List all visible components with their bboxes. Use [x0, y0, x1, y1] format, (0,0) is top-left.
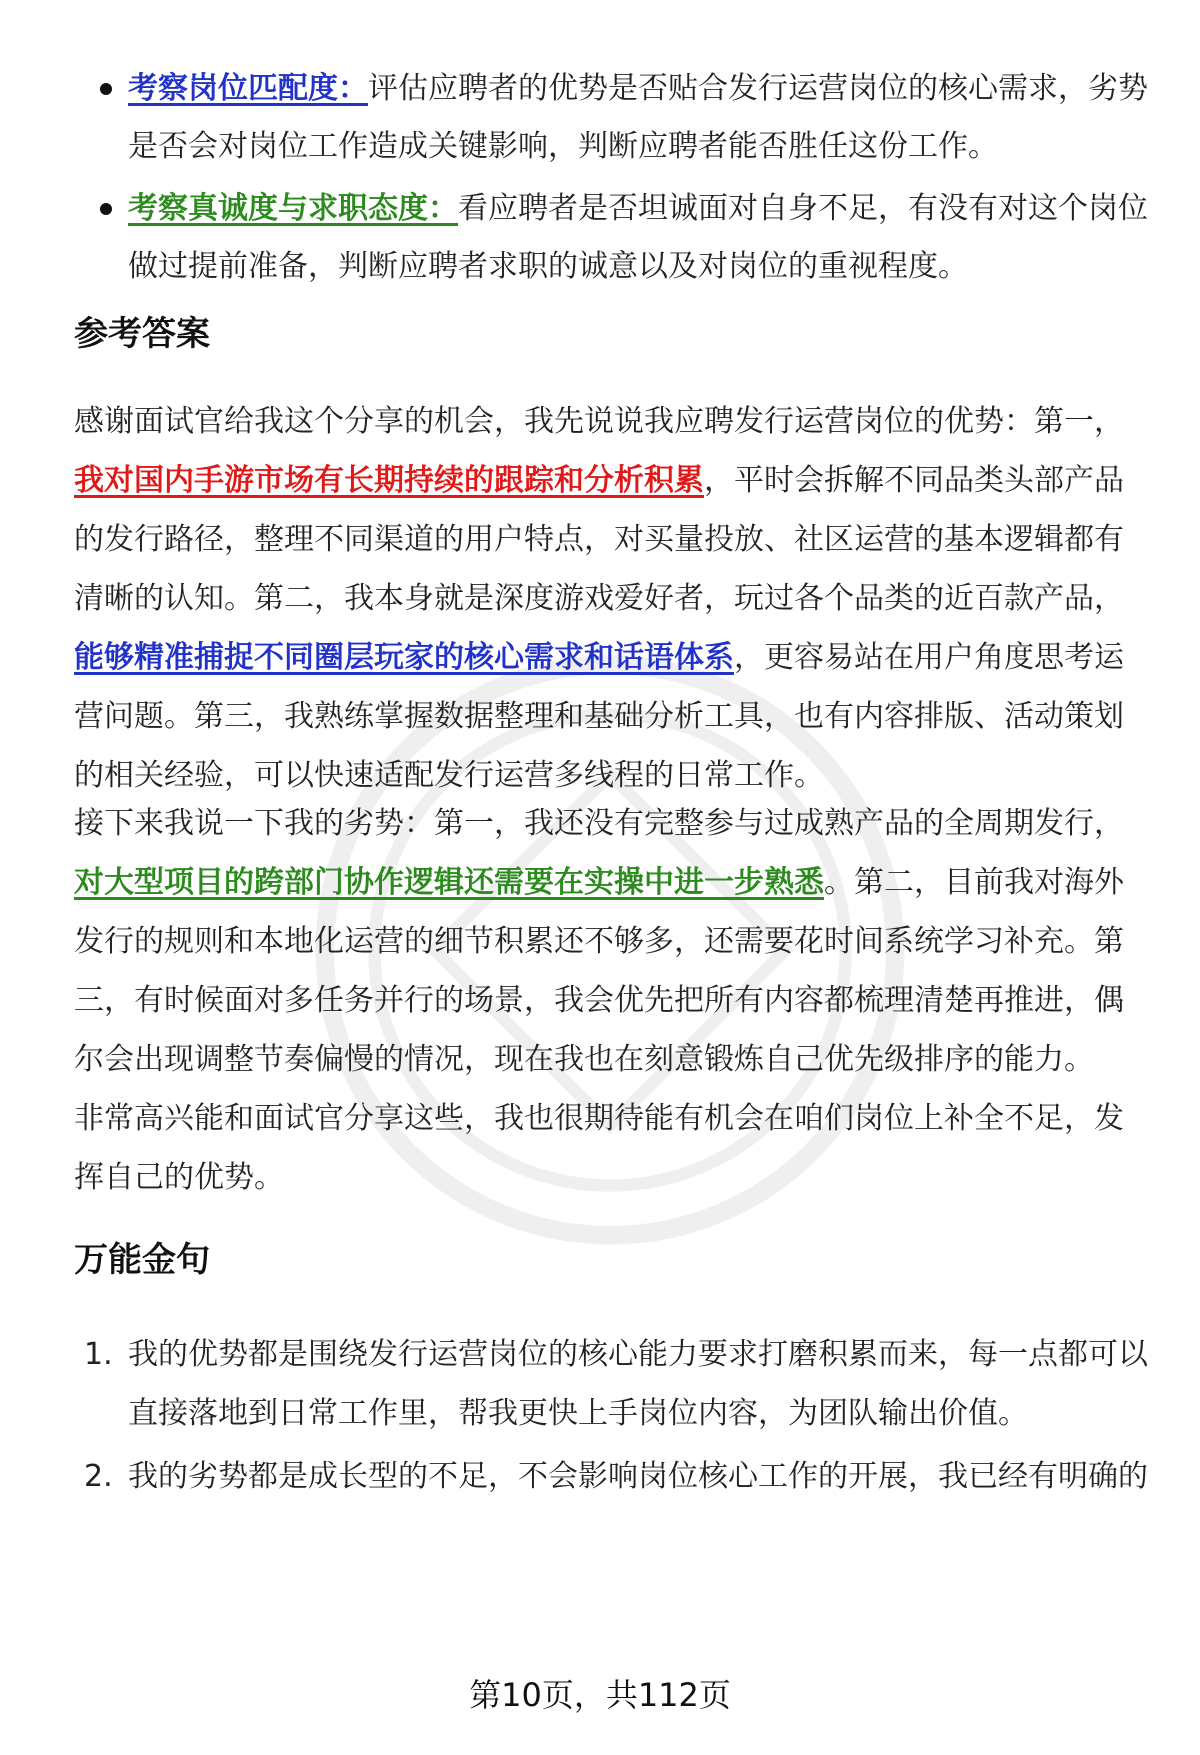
bullet-dot-icon [100, 83, 112, 95]
para-text: 。第二，目前我对海外发行的规则和本地化运营的细节积累还不够多，还需要花时间系统学习补充。第三，有时候面对多任务并行的场景，我会优先把所有内容都梳理清楚再推进，偶尔会出现调整节奏偏慢的情况，现在我也在刻意锻炼自己优先级排序的能力。 [74, 865, 1124, 1077]
evaluation-points [74, 60, 1149, 300]
list-item [74, 1447, 1149, 1506]
bullet-sincerity [74, 180, 1149, 296]
reference-paragraph-closing: 非常高兴能和面试官分享这些，我也很期待能有机会在咱们岗位上补全不足，发挥自己的优势。 [74, 1101, 1124, 1195]
bullet-keyword: 考察岗位匹配度： [128, 71, 368, 106]
bullet-dot-icon [100, 203, 112, 215]
section-heading-reference: 参考答案 [74, 314, 210, 354]
reference-paragraph-strengths [74, 392, 1149, 805]
list-number: 2. [84, 1459, 113, 1494]
highlight-blue: 能够精准捕捉不同圈层玩家的核心需求和话语体系 [74, 640, 734, 675]
list-item [74, 1325, 1149, 1443]
para-text: 接下来我说一下我的劣势：第一，我还没有完整参与过成熟产品的全周期发行， [74, 806, 1124, 841]
highlight-green: 对大型项目的跨部门协作逻辑还需要在实操中进一步熟悉 [74, 865, 824, 900]
highlight-red: 我对国内手游市场有长期持续的跟踪和分析积累 [74, 463, 704, 498]
para-text: ，平时会拆解不同品类头部产品的发行路径，整理不同渠道的用户特点，对买量投放、社区运营的基本逻辑都有清晰的认知。第二，我本身就是深度游戏爱好者，玩过各个品类的近百款产品， [74, 463, 1124, 616]
list-item-text: 我的劣势都是成长型的不足，不会影响岗位核心工作的开展，我已经有明确的 [128, 1459, 1148, 1494]
para-text: ，更容易站在用户角度思考运营问题。第三，我熟练掌握数据整理和基础分析工具，也有内容排版、活动策划的相关经验，可以快速适配发行运营多线程的日常工作。 [74, 640, 1124, 793]
list-number: 1. [84, 1337, 113, 1372]
bullet-text: 看应聘者是否坦诚面对自身不足，有没有对这个岗位做过提前准备，判断应聘者求职的诚意以及对岗位的重视程度。 [128, 191, 1148, 284]
section-heading-golden: 万能金句 [74, 1240, 210, 1280]
bullet-text: 评估应聘者的优势是否贴合发行运营岗位的核心需求，劣势是否会对岗位工作造成关键影响，判断应聘者能否胜任这份工作。 [128, 71, 1148, 164]
golden-sentence-list [74, 1325, 1149, 1510]
list-item-text: 我的优势都是围绕发行运营岗位的核心能力要求打磨积累而来，每一点都可以直接落地到日常工作里，帮我更快上手岗位内容，为团队输出价值。 [128, 1337, 1148, 1431]
bullet-job-match [74, 60, 1149, 176]
page-number-footer: 第10页，共112页 [469, 1676, 731, 1714]
bullet-keyword: 考察真诚度与求职态度： [128, 191, 458, 226]
para-text: 感谢面试官给我这个分享的机会，我先说说我应聘发行运营岗位的优势：第一， [74, 404, 1124, 439]
reference-paragraph-weaknesses [74, 794, 1149, 1089]
